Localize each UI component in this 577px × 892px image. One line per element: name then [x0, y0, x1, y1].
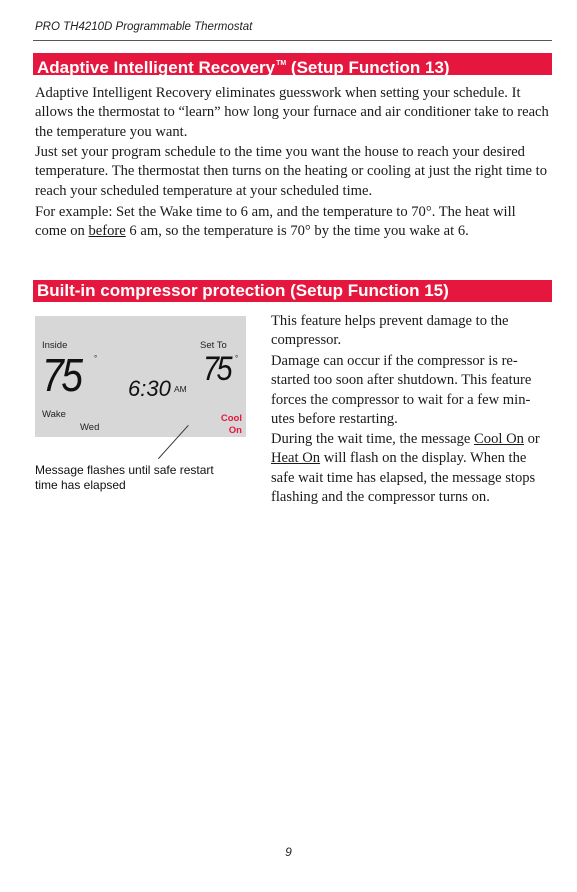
underlined-heat-on: Heat On: [271, 450, 321, 467]
paragraph-feature-purpose: This feature helps prevent damage to the compressor.: [271, 313, 509, 349]
wait-text-start: During the wait time, the message: [271, 431, 475, 447]
example-text-start: For example: Set the Wake time to 6 am, and the temperature to 70°. The heat will come on: [35, 204, 516, 240]
thermostat-display-illustration: [35, 316, 246, 437]
wait-text-end: will flash on the display. When the safe wait time has elapsed, the message stops flashing and the compressor turns on.: [271, 450, 536, 505]
underlined-before: before: [88, 223, 126, 240]
set-temperature: 75: [203, 350, 231, 388]
am-pm-indicator: AM: [174, 384, 187, 394]
paragraph-schedule: Just set your program schedule to the time you want the house to reach your desired temperature. The thermostat then turns on the heating or cooling at just the right time to reach your scheduled temperature at your scheduled time.: [35, 144, 548, 199]
wait-text-or: or: [523, 431, 540, 447]
on-status-text: On: [228, 425, 242, 436]
period-label: Wake: [42, 409, 66, 420]
inside-degree-symbol: °: [94, 354, 98, 363]
day-label: Wed: [80, 422, 100, 433]
section-heading-compressor-protection: Built-in compressor protection (Setup Function 15): [33, 280, 552, 302]
inside-temperature: 75: [42, 349, 81, 401]
example-text-end: 6 am, so the temperature is 70° by the time you wake at 6.: [125, 223, 469, 240]
inside-label: Inside: [42, 340, 68, 351]
clock-time: 6:30: [128, 376, 171, 401]
trademark-mark: TM: [276, 60, 287, 67]
page-number: 9: [285, 845, 292, 859]
set-degree-symbol: °: [235, 354, 239, 363]
section-heading-adaptive-recovery: [33, 53, 552, 75]
underlined-cool-on: Cool On: [474, 431, 524, 447]
set-to-label: Set To: [200, 340, 227, 351]
header-divider: [33, 40, 552, 41]
heading-function-number: (Setup Function 13): [290, 58, 450, 77]
illustration-caption: Message flashes until safe restart time has elapsed: [35, 463, 214, 492]
cool-status-text: Cool: [220, 413, 242, 424]
heading-text: Adaptive Intelligent Recovery: [37, 58, 276, 77]
paragraph-example: [35, 203, 550, 242]
paragraph-damage-explanation: Damage can occur if the compressor is re-started too soon after shutdown. This feature forces the compressor to wait for a few min-utes before restarting.: [271, 353, 532, 427]
running-header: PRO TH4210D Programmable Thermostat: [35, 21, 253, 33]
paragraph-intro: Adaptive Intelligent Recovery eliminates guesswork when setting your schedule. It allows the thermostat to “learn” how long your furnace and air conditioner take to reach the temperature you want.: [35, 85, 549, 140]
paragraph-wait-message: [271, 430, 553, 507]
